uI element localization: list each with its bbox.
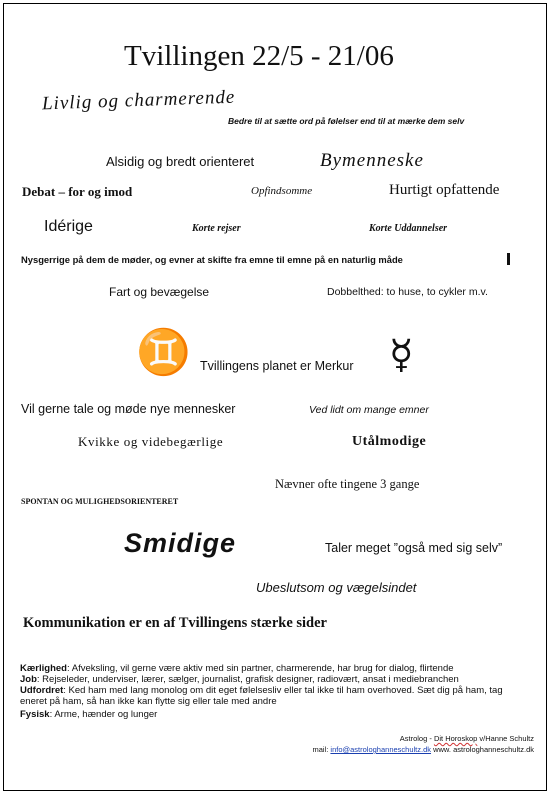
section-label: Job	[20, 674, 37, 685]
gemini-icon: ♊	[136, 328, 191, 377]
section-fysisk	[20, 709, 525, 720]
section-text: : Arme, hænder og lunger	[49, 709, 158, 720]
footer-mail-label: mail:	[312, 745, 331, 754]
trait-korte-rejser: Korte rejser	[192, 223, 241, 234]
mercury-icon: ☿	[389, 332, 414, 377]
trait-kvikke: Kvikke og videbegærlige	[78, 434, 224, 449]
trait-ved-lidt: Ved lidt om mange emner	[309, 404, 429, 416]
section-text: : Ked ham med lang monolog om dit eget følelsesliv eller tal ikke til ham overhoved. Sæt dig på ham, tag eneret på ham, så han ikke kan flytte sig eller tale med andre	[20, 685, 503, 707]
section-label: Kærlighed	[20, 663, 67, 674]
trait-nysgerrige: Nysgerrige på dem de møder, og evner at skifte fra emne til emne på en naturlig måde	[21, 254, 403, 265]
footer-line-2	[313, 745, 535, 754]
trait-hurtigt: Hurtigt opfattende	[389, 182, 500, 198]
section-kaerlighed	[20, 663, 525, 674]
footer-suffix: v/Hanne Schultz	[477, 734, 534, 743]
trait-utalmodige: Utålmodige	[352, 434, 427, 449]
trait-korte-uddannelser: Korte Uddannelser	[369, 223, 448, 234]
footer-prefix: Astrolog -	[399, 734, 434, 743]
footer-email-link[interactable]: info@astrologhanneschultz.dk	[330, 745, 432, 754]
section-label: Fysisk	[20, 709, 50, 720]
footer-web: www. astrologhanneschultz.dk	[431, 745, 534, 754]
trait-smidige: Smidige	[124, 528, 237, 558]
text-cursor-bar	[507, 253, 510, 265]
trait-naevner: Nævner ofte tingene 3 gange	[275, 477, 420, 491]
section-text: : Afveksling, vil gerne være aktiv med sin partner, charmerende, har brug for dialog, flirtende	[66, 663, 454, 674]
trait-dobbelthed: Dobbelthed: to huse, to cykler m.v.	[327, 286, 488, 298]
page-title: Tvillingen 22/5 - 21/06	[124, 40, 394, 72]
section-udfordret	[20, 685, 525, 707]
section-job	[20, 674, 525, 685]
trait-bedre: Bedre til at sætte ord på følelser end til at mærke dem selv	[228, 116, 465, 126]
section-label: Udfordret	[20, 685, 64, 696]
trait-alsidig: Alsidig og bredt orienteret	[106, 154, 255, 169]
footer-line-1	[400, 734, 534, 743]
section-text: : Rejseleder, underviser, lærer, sælger, journalist, grafisk designer, radiovært, ansat i mediebranchen	[36, 674, 459, 685]
trait-bymenneske: Bymenneske	[320, 150, 424, 171]
trait-debat: Debat – for og imod	[22, 184, 133, 199]
trait-tale: Vil gerne tale og møde nye mennesker	[21, 402, 236, 416]
trait-ubeslutsom: Ubeslutsom og vægelsindet	[256, 580, 417, 595]
page	[3, 3, 547, 791]
kommunikation-heading: Kommunikation er en af Tvillingens stærke sider	[23, 615, 327, 631]
trait-planet: Tvillingens planet er Merkur	[200, 359, 354, 373]
trait-fart: Fart og bevægelse	[109, 285, 210, 299]
trait-opfindsomme: Opfindsomme	[251, 185, 313, 197]
trait-iderige: Idérige	[44, 218, 93, 235]
footer-brand: Dit Horoskop	[433, 734, 478, 743]
trait-livlig: Livlig og charmerende	[41, 86, 236, 115]
trait-spontan: SPONTAN OG MULIGHEDSORIENTERET	[21, 497, 179, 506]
trait-taler: Taler meget ”også med sig selv”	[325, 541, 503, 555]
